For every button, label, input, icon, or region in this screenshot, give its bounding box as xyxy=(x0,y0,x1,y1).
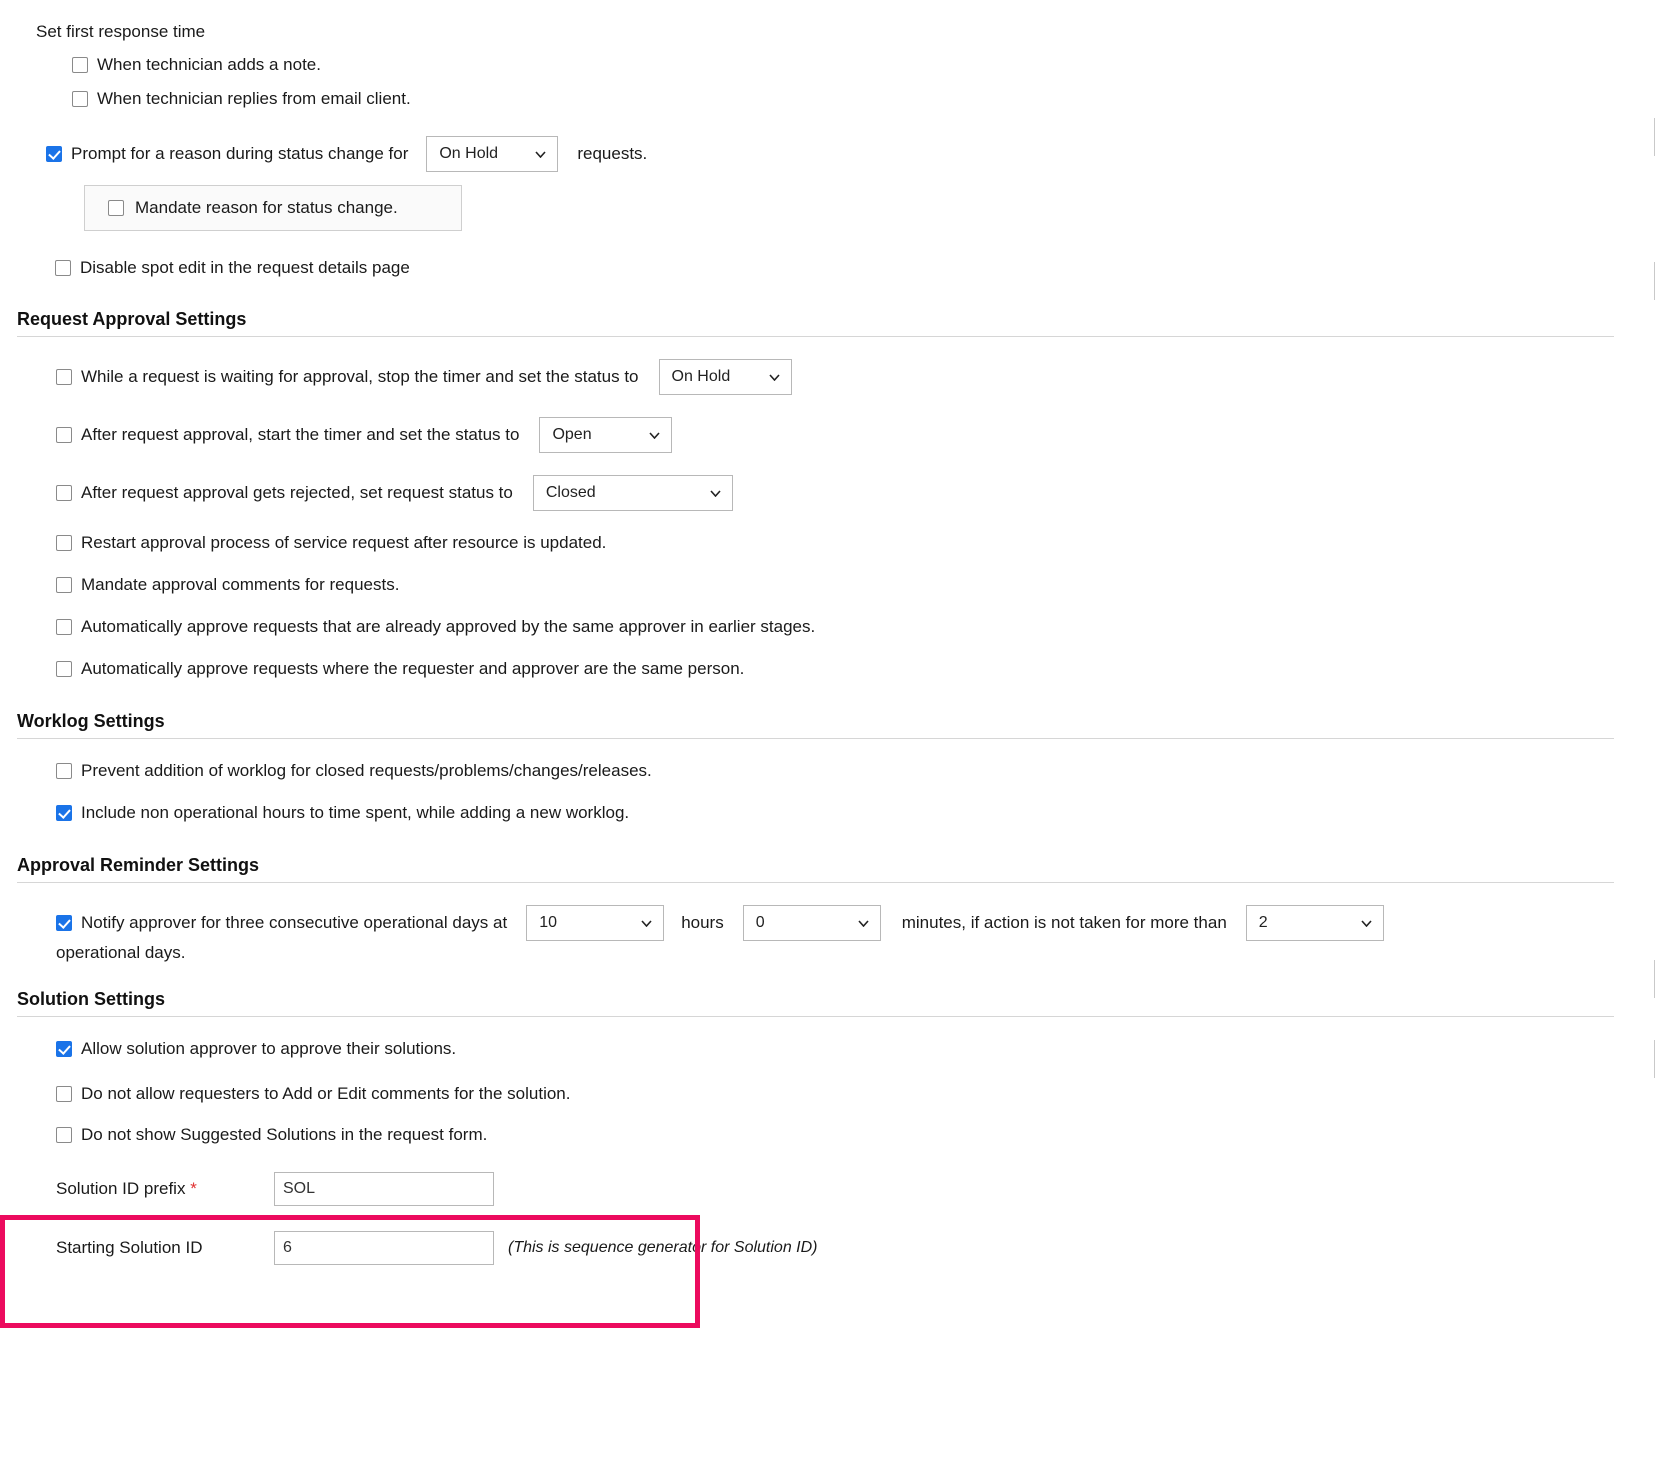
select-notify-minutes[interactable] xyxy=(743,905,881,941)
notify-approver-row[interactable] xyxy=(56,905,1576,941)
include-non-operational-hours-row[interactable] xyxy=(56,803,1635,823)
prevent-worklog-row[interactable] xyxy=(56,761,1635,781)
chevron-down-icon xyxy=(641,920,652,927)
approval-rejected-label: After request approval gets rejected, set request status to xyxy=(81,483,513,502)
solution-settings-section xyxy=(16,989,1635,1265)
prompt-reason-suffix: requests. xyxy=(577,144,648,163)
checkbox-disable-spot-edit[interactable] xyxy=(55,260,71,276)
select-notify-hours[interactable] xyxy=(526,905,664,941)
scroll-edge-artifact xyxy=(1654,118,1662,156)
notify-approver-text-1: Notify approver for three consecutive operational days at xyxy=(81,913,508,932)
solution-settings-heading: Solution Settings xyxy=(17,989,165,1009)
checkbox-approval-waiting-status[interactable] xyxy=(56,369,72,385)
worklog-options xyxy=(17,761,1635,823)
checkbox-approval-start-timer[interactable] xyxy=(56,427,72,443)
auto-approve-earlier-stages-label: Automatically approve requests that are already approved by the same approver in earlier stages. xyxy=(81,617,816,636)
select-notify-days-value: 2 xyxy=(1258,914,1268,931)
divider xyxy=(17,738,1614,739)
prompt-reason-label: Prompt for a reason during status change for xyxy=(71,144,409,163)
first-response-option-note[interactable] xyxy=(72,54,1635,76)
chevron-down-icon xyxy=(710,490,721,497)
checkbox-technician-adds-note[interactable] xyxy=(72,57,88,73)
disallow-requester-comments-label: Do not allow requesters to Add or Edit comments for the solution. xyxy=(81,1084,571,1103)
scroll-edge-artifact xyxy=(1654,960,1662,998)
chevron-down-icon xyxy=(858,920,869,927)
chevron-down-icon xyxy=(769,374,780,381)
approval-reminder-settings-section xyxy=(16,855,1635,963)
checkbox-notify-approver[interactable] xyxy=(56,915,72,931)
prompt-reason-row[interactable] xyxy=(46,136,1635,172)
disable-spot-edit-label: Disable spot edit in the request details page xyxy=(80,258,410,277)
auto-approve-same-person-row[interactable] xyxy=(56,659,1635,679)
checkbox-technician-replies-email[interactable] xyxy=(72,91,88,107)
notify-approver-text-4: operational days. xyxy=(56,943,186,962)
select-approval-start-status-value: Open xyxy=(552,426,592,443)
scroll-edge-artifact xyxy=(1654,1040,1662,1078)
solution-id-prefix-label-text: Solution ID prefix xyxy=(56,1179,186,1198)
approval-rejected-row[interactable] xyxy=(56,475,1635,511)
select-notify-hours-value: 10 xyxy=(539,914,557,931)
checkbox-include-non-operational-hours[interactable] xyxy=(56,805,72,821)
mandate-approval-comments-label: Mandate approval comments for requests. xyxy=(81,575,400,594)
checkbox-allow-solution-approver[interactable] xyxy=(56,1041,72,1057)
approval-waiting-label: While a request is waiting for approval, stop the timer and set the status to xyxy=(81,367,639,386)
request-approval-options xyxy=(17,359,1635,679)
hide-suggested-solutions-row[interactable] xyxy=(56,1125,1635,1145)
worklog-settings-heading: Worklog Settings xyxy=(17,711,165,731)
auto-approve-earlier-stages-row[interactable] xyxy=(56,617,1635,637)
first-response-option-email-label: When technician replies from email client. xyxy=(97,89,411,108)
include-non-operational-hours-label: Include non operational hours to time spent, while adding a new worklog. xyxy=(81,803,630,822)
checkbox-restart-approval-process[interactable] xyxy=(56,535,72,551)
starting-solution-id-hint: (This is sequence generator for Solution ID) xyxy=(508,1239,818,1256)
approval-started-row[interactable] xyxy=(56,417,1635,453)
chevron-down-icon xyxy=(649,432,660,439)
checkbox-approval-rejected-status[interactable] xyxy=(56,485,72,501)
solution-options xyxy=(17,1039,1635,1145)
select-notify-minutes-value: 0 xyxy=(755,914,765,931)
worklog-settings-section xyxy=(16,711,1635,823)
select-status-change-type[interactable] xyxy=(426,136,558,172)
first-response-option-email[interactable] xyxy=(72,88,1635,110)
select-status-change-type-value: On Hold xyxy=(439,145,499,162)
select-approval-start-status[interactable] xyxy=(539,417,672,453)
chevron-down-icon xyxy=(1361,920,1372,927)
hide-suggested-solutions-label: Do not show Suggested Solutions in the request form. xyxy=(81,1125,488,1144)
settings-content xyxy=(0,22,1635,1265)
first-response-label: Set first response time xyxy=(36,22,206,41)
divider xyxy=(17,1016,1614,1017)
chevron-down-icon xyxy=(535,151,546,158)
select-approval-waiting-status[interactable] xyxy=(659,359,792,395)
select-approval-waiting-status-value: On Hold xyxy=(671,368,731,385)
request-approval-settings-section xyxy=(16,309,1635,679)
divider xyxy=(17,336,1614,337)
checkbox-hide-suggested-solutions[interactable] xyxy=(56,1127,72,1143)
mandate-reason-label: Mandate reason for status change. xyxy=(135,198,398,217)
auto-approve-same-person-label: Automatically approve requests where the requester and approver are the same person. xyxy=(81,659,745,678)
required-indicator: * xyxy=(190,1179,197,1198)
restart-approval-label: Restart approval process of service request after resource is updated. xyxy=(81,533,607,552)
mandate-reason-box[interactable] xyxy=(84,185,462,231)
notify-approver-text-3: minutes, if action is not taken for more than xyxy=(901,913,1227,932)
checkbox-prevent-worklog-closed[interactable] xyxy=(56,763,72,779)
solution-id-prefix-input[interactable] xyxy=(274,1172,494,1206)
scroll-edge-artifact xyxy=(1654,262,1662,300)
starting-solution-id-row xyxy=(56,1231,1635,1265)
select-approval-rejected-status[interactable] xyxy=(533,475,733,511)
approval-started-label: After request approval, start the timer and set the status to xyxy=(81,425,520,444)
select-notify-days[interactable] xyxy=(1246,905,1384,941)
divider xyxy=(17,882,1614,883)
approval-reminder-heading: Approval Reminder Settings xyxy=(17,855,260,875)
first-response-option-note-label: When technician adds a note. xyxy=(97,55,321,74)
checkbox-mandate-reason[interactable] xyxy=(108,200,124,216)
checkbox-auto-approve-same-person[interactable] xyxy=(56,661,72,677)
notify-approver-text-2: hours xyxy=(681,913,724,932)
disallow-requester-comments-row[interactable] xyxy=(56,1084,1635,1104)
allow-solution-approver-row[interactable] xyxy=(56,1039,1635,1059)
checkbox-disallow-requester-comments[interactable] xyxy=(56,1086,72,1102)
solution-id-prefix-row xyxy=(56,1172,1635,1206)
disable-spot-edit-row[interactable] xyxy=(55,257,1635,279)
select-approval-rejected-status-value: Closed xyxy=(545,484,596,501)
solution-id-prefix-label xyxy=(56,1179,274,1199)
starting-solution-id-label: Starting Solution ID xyxy=(56,1238,203,1257)
prevent-worklog-label: Prevent addition of worklog for closed requests/problems/changes/releases. xyxy=(81,761,652,780)
checkbox-prompt-reason[interactable] xyxy=(46,146,62,162)
allow-solution-approver-label: Allow solution approver to approve their solutions. xyxy=(81,1039,457,1058)
starting-solution-id-input[interactable] xyxy=(274,1231,494,1265)
checkbox-mandate-approval-comments[interactable] xyxy=(56,577,72,593)
request-approval-settings-heading: Request Approval Settings xyxy=(17,309,247,329)
approval-waiting-row[interactable] xyxy=(56,359,1635,395)
mandate-approval-comments-row[interactable] xyxy=(56,575,1635,595)
restart-approval-row[interactable] xyxy=(56,533,1635,553)
checkbox-auto-approve-earlier-stages[interactable] xyxy=(56,619,72,635)
